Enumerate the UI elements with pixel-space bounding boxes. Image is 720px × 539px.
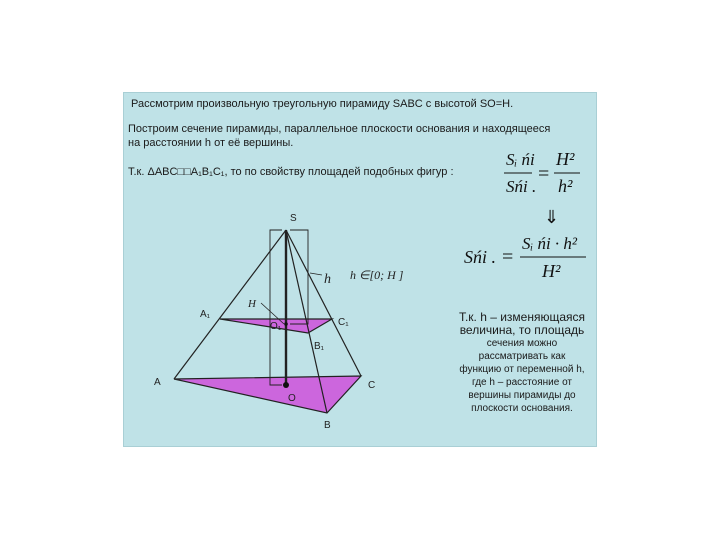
note-line-2: величина, то площадь <box>459 323 585 337</box>
label-a: A <box>154 377 161 388</box>
interval-label: h ∈[0; H ] <box>350 268 404 282</box>
bracket-H <box>270 230 282 385</box>
label-o1: O₁ <box>270 321 282 332</box>
note-line-5: функцию от переменной h, <box>459 364 585 375</box>
point-o1 <box>284 322 288 326</box>
label-b: B <box>324 420 331 431</box>
construction-text-2: на расстоянии h от её вершины. <box>128 137 294 149</box>
note-line-1: Т.к. h – изменяющаяся <box>458 310 586 324</box>
label-h: h <box>324 272 331 287</box>
label-H: H <box>248 298 256 310</box>
label-c: C <box>368 380 376 391</box>
base-triangle <box>174 376 361 413</box>
note-line-3: сечения можно <box>486 338 558 349</box>
equals-sign: = <box>538 163 550 185</box>
label-b1: B₁ <box>314 341 325 352</box>
note-line-4: рассматривать как <box>478 351 566 362</box>
implies-arrow: ⇓ <box>544 207 560 227</box>
result-equals: = <box>502 246 514 268</box>
edge-sa <box>174 230 286 379</box>
similarity-text: Т.к. ΔABC□□A₁B₁C₁, то по свойству площадей подобных фигур : <box>128 166 454 178</box>
h-squared: h² <box>558 176 573 196</box>
note-line-8: плоскости основания. <box>471 403 573 414</box>
note-line-7: вершины пирамиды до <box>468 390 576 401</box>
result-denominator: H² <box>542 261 561 281</box>
explanation-note <box>442 311 602 415</box>
label-o: O <box>288 393 296 404</box>
result-numerator: Sᵢ ńі · h² <box>522 234 578 253</box>
slide <box>123 92 597 447</box>
label-s: S <box>290 213 297 224</box>
ratio-denominator: Sńі . <box>506 177 537 196</box>
edge-sc <box>286 230 361 376</box>
pointer-h <box>310 273 322 275</box>
construction-text-1: Построим сечение пирамиды, параллельное плоскости основания и находящееся <box>128 123 551 135</box>
label-a1: A₁ <box>200 309 211 320</box>
label-c1: C₁ <box>338 317 349 328</box>
point-o <box>283 382 289 388</box>
H-squared: H² <box>556 149 575 169</box>
ratio-numerator: Sᵢ ńі <box>506 150 535 169</box>
note-line-6: где h – расстояние от <box>472 377 572 388</box>
intro-text: Рассмотрим произвольную треугольную пирамиду SABC с высотой SO=H. <box>131 98 514 110</box>
result-lhs: Sńі . <box>464 247 497 267</box>
